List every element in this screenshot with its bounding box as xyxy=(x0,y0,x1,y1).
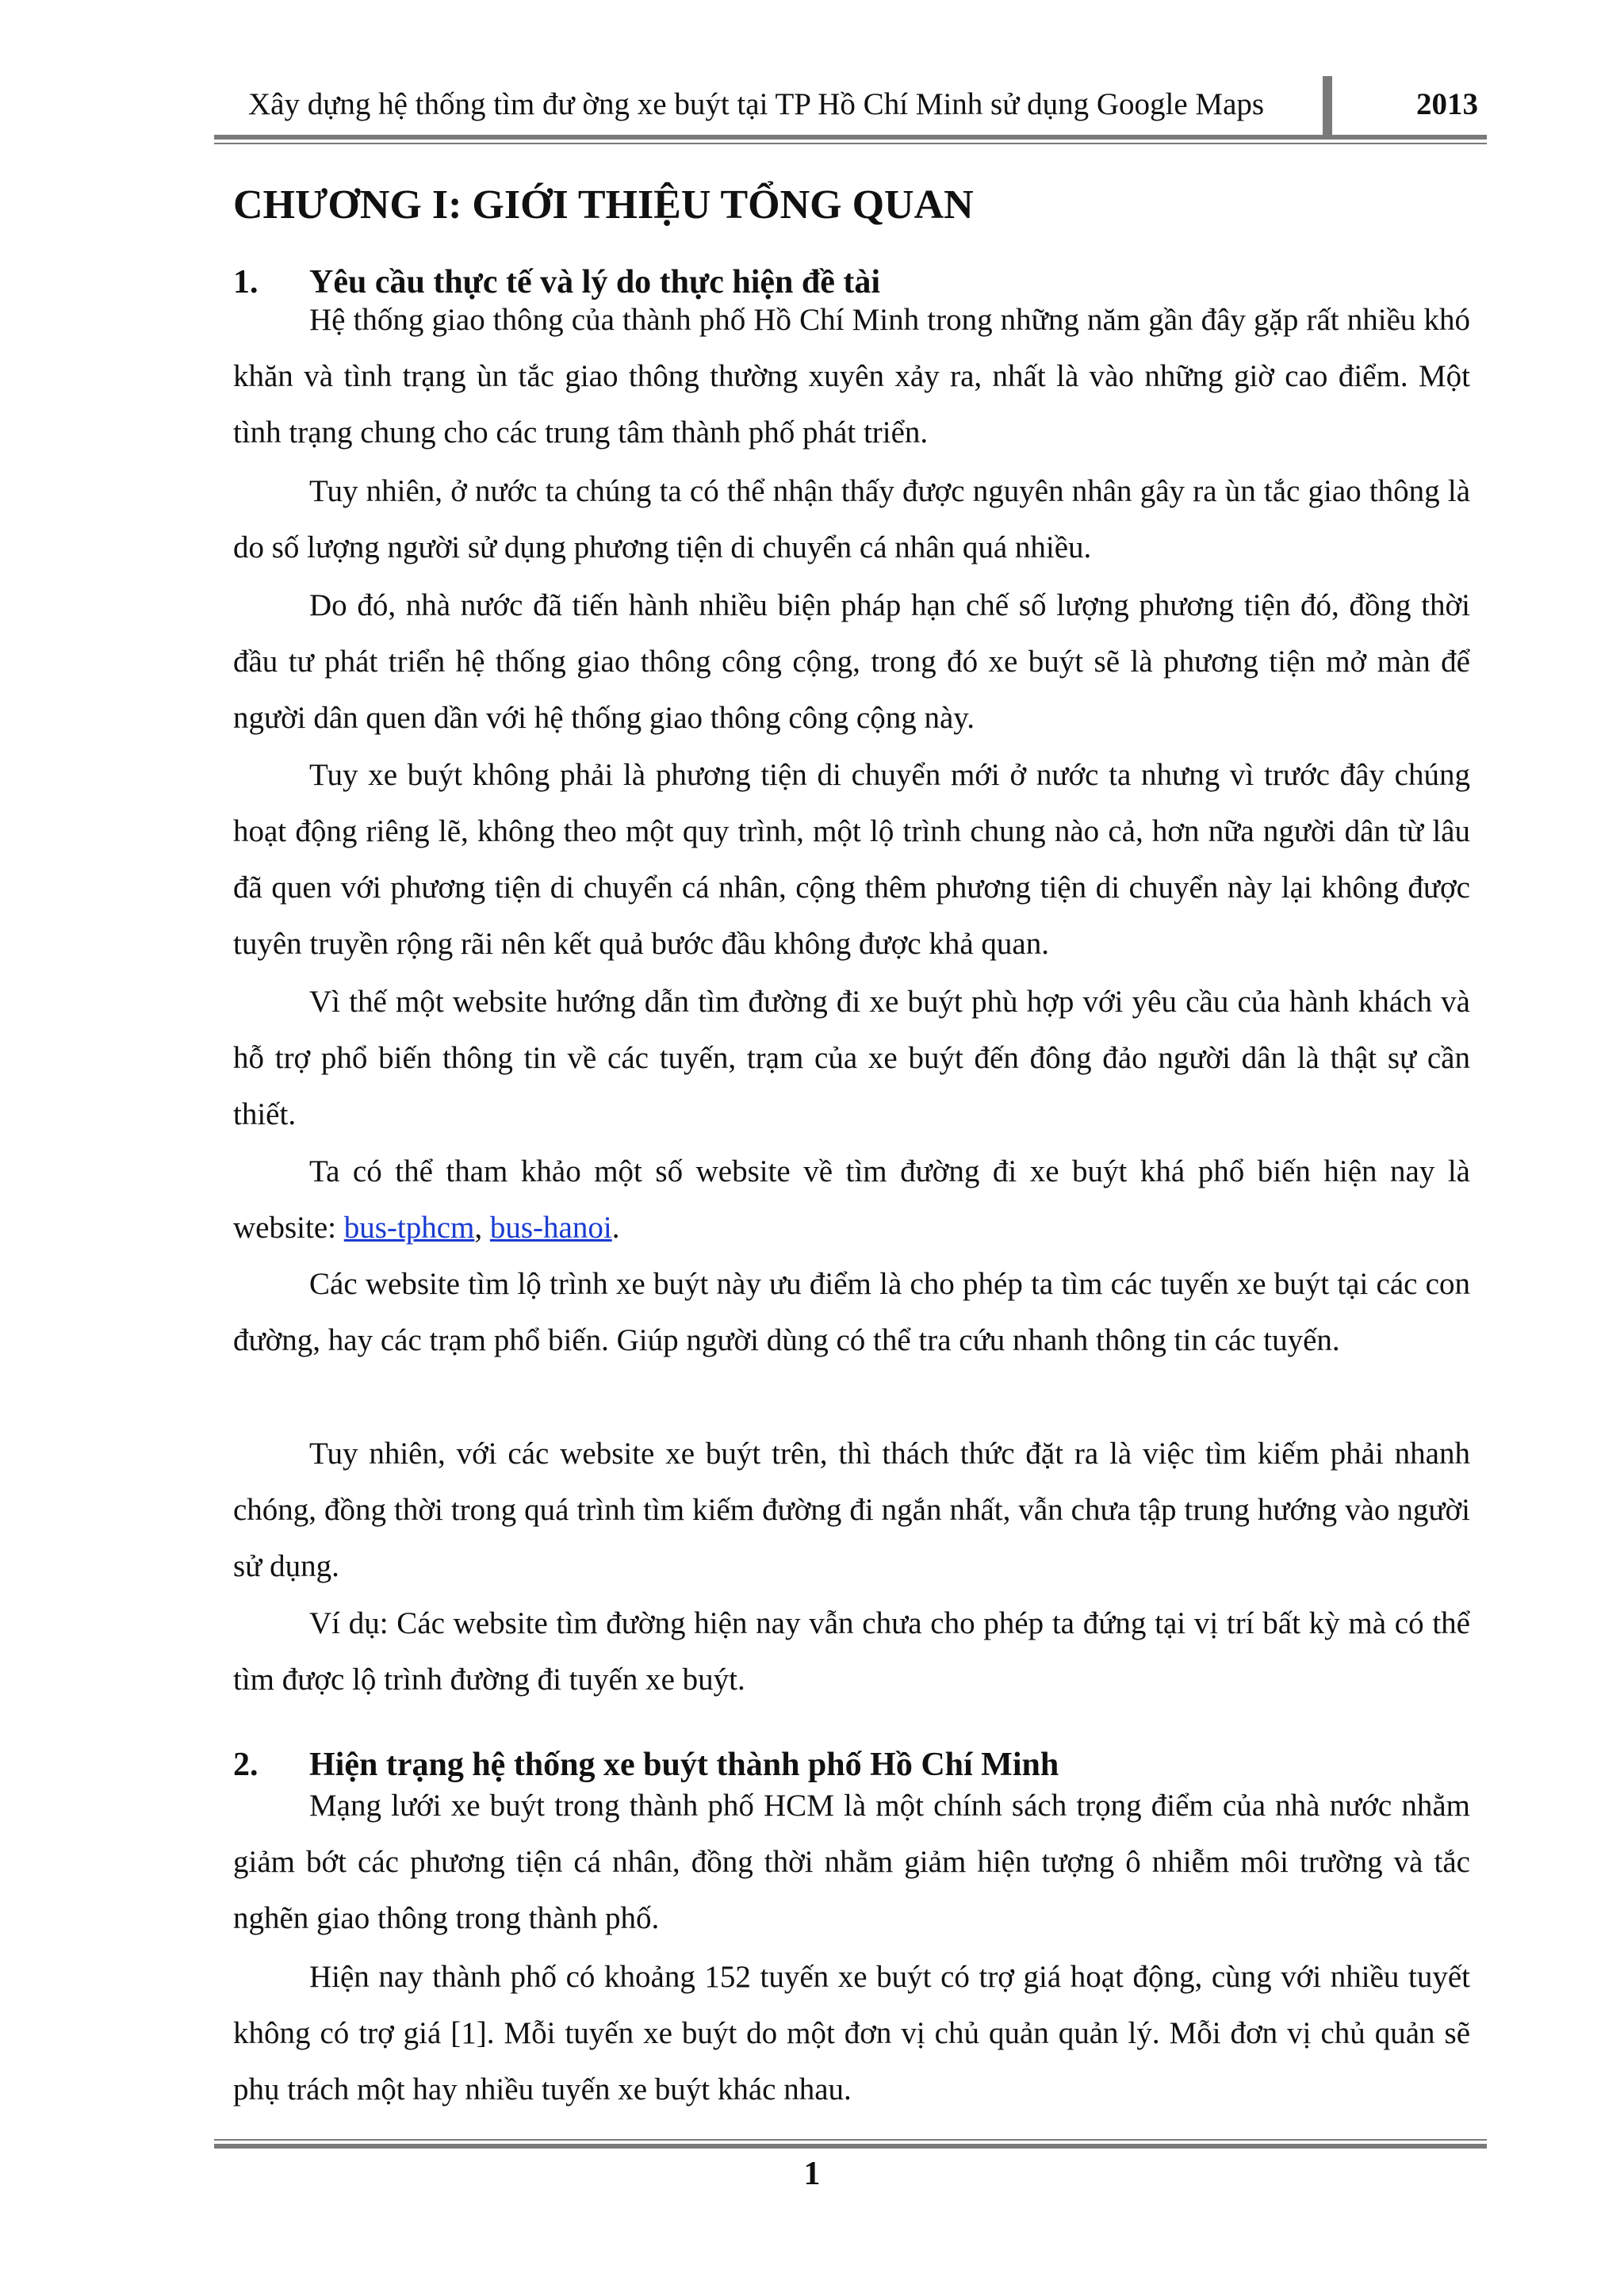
paragraph-6-intro: Ta có thể tham khảo một số website về tìm đường đi xe buýt khá phổ biến hiện nay là website: xyxy=(233,1154,1470,1245)
footer-rule xyxy=(214,2144,1487,2149)
link-separator: , xyxy=(474,1211,490,1245)
section-2-title: Hiện trạng hệ thống xe buýt thành phố Hồ Chí Minh xyxy=(309,1747,1059,1783)
header-title: Xây dựng hệ thống tìm đư ờng xe buýt tại TP Hồ Chí Minh sử dụng Google Maps xyxy=(248,87,1265,121)
header-separator xyxy=(1323,76,1332,138)
section-1-title: Yêu cầu thực tế và lý do thực hiện đề tài xyxy=(309,264,881,300)
footer-rule-thin xyxy=(214,2139,1487,2141)
section-1-paragraph-6 xyxy=(233,1143,1470,1256)
section-2-paragraph-1: Mạng lưới xe buýt trong thành phố HCM là một chính sách trọng điểm của nhà nước nhằm giảm bớt các phương tiện cá nhân, đồng thời nhằm giảm hiện tượng ô nhiễm môi trường và tắc nghẽn giao thông trong thành phố. xyxy=(233,1789,1470,1935)
header-rule xyxy=(214,135,1487,140)
header-year: 2013 xyxy=(1416,87,1478,121)
page-number: 1 xyxy=(803,2156,821,2192)
section-1-paragraph-9: Ví dụ: Các website tìm đường hiện nay vẫn chưa cho phép ta đứng tại vị trí bất kỳ mà có thể tìm được lộ trình đường đi tuyến xe buýt. xyxy=(233,1606,1470,1697)
section-1-paragraph-4: Tuy xe buýt không phải là phương tiện di chuyển mới ở nước ta nhưng vì trước đây chúng hoạt động riêng lẽ, không theo một quy trình, một lộ trình chung nào cả, hơn nữa người dân từ lâu đã quen với phương tiện di chuyển cá nhân, cộng thêm phương tiện di chuyển này lại không được tuyên truyền rộng rãi nên kết quả bước đầu không được khả quan. xyxy=(233,758,1470,961)
paragraph-6-end: . xyxy=(611,1211,620,1245)
section-1-paragraph-1: Hệ thống giao thông của thành phố Hồ Chí Minh trong những năm gần đây gặp rất nhiều khó khăn và tình trạng ùn tắc giao thông thường xuyên xảy ra, nhất là vào những giờ cao điểm. Một tình trạng chung cho các trung tâm thành phố phát triển. xyxy=(233,303,1470,450)
section-2-paragraph-2: Hiện nay thành phố có khoảng 152 tuyến xe buýt có trợ giá hoạt động, cùng với nhiều tuyết không có trợ giá [1]. Mỗi tuyến xe buýt do một đơn vị chủ quản quản lý. Mỗi đơn vị chủ quản sẽ phụ trách một hay nhiều tuyến xe buýt khác nhau. xyxy=(233,1960,1470,2107)
section-2-number: 2. xyxy=(233,1747,259,1783)
bus-hanoi-link[interactable]: bus-hanoi xyxy=(489,1211,612,1245)
bus-tphcm-link[interactable]: bus-tphcm xyxy=(343,1211,475,1245)
chapter-title: CHƯƠNG I: GIỚI THIỆU TỔNG QUAN xyxy=(233,182,974,228)
section-1-paragraph-2: Tuy nhiên, ở nước ta chúng ta có thể nhận thấy được nguyên nhân gây ra ùn tắc giao thông là do số lượng người sử dụng phương tiện di chuyển cá nhân quá nhiều. xyxy=(233,474,1470,564)
section-1-paragraph-3: Do đó, nhà nước đã tiến hành nhiều biện pháp hạn chế số lượng phương tiện đó, đồng thời đầu tư phát triển hệ thống giao thông công cộng, trong đó xe buýt sẽ là phương tiện mở màn để người dân quen dần với hệ thống giao thông công cộng này. xyxy=(233,588,1470,735)
section-1-paragraph-7: Các website tìm lộ trình xe buýt này ưu điểm là cho phép ta tìm các tuyến xe buýt tại các con đường, hay các trạm phổ biến. Giúp người dùng có thể tra cứu nhanh thông tin các tuyến. xyxy=(233,1267,1470,1357)
section-1-paragraph-5: Vì thế một website hướng dẫn tìm đường đi xe buýt phù hợp với yêu cầu của hành khách và hỗ trợ phổ biến thông tin về các tuyến, trạm của xe buýt đến đông đảo người dân là thật sự cần thiết. xyxy=(233,985,1470,1131)
section-1-paragraph-8: Tuy nhiên, với các website xe buýt trên, thì thách thức đặt ra là việc tìm kiếm phải nhanh chóng, đồng thời trong quá trình tìm kiếm đường đi ngắn nhất, vẫn chưa tập trung hướng vào người sử dụng. xyxy=(233,1437,1470,1583)
section-1-number: 1. xyxy=(233,264,259,300)
header-rule-thin xyxy=(214,143,1487,144)
